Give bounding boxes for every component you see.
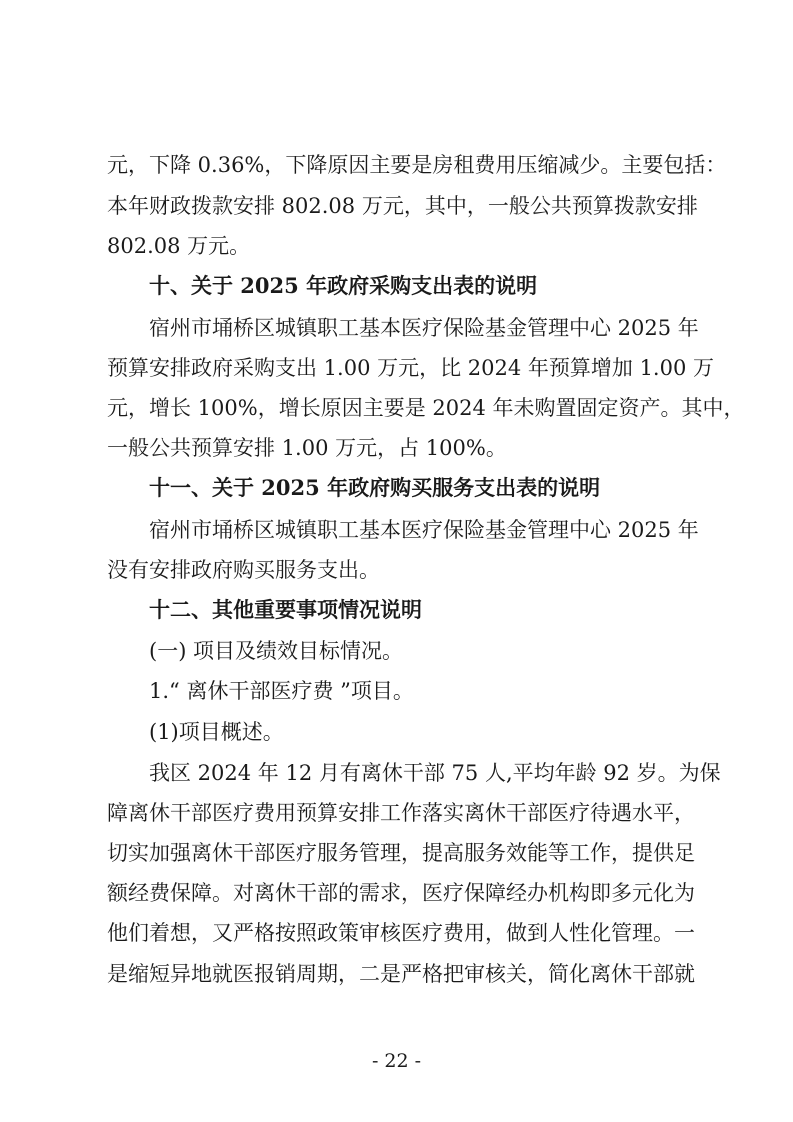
- project-title: 1.“ 离休干部医疗费 ”项目。: [149, 679, 414, 703]
- item-heading: (1)项目概述。: [149, 720, 284, 744]
- body-line-20: 他们着想，又严格按照政策审核医疗费用，做到人性化管理。一: [107, 921, 695, 945]
- body-line-7: 元，增长 100%，增长原因主要是 2024 年未购置固定资产。其中，: [107, 396, 745, 420]
- body-line-21: 是缩短异地就医报销周期，二是严格把审核关，简化离休干部就: [107, 962, 695, 986]
- body-line-11: 没有安排政府购买服务支出。: [107, 558, 380, 582]
- section-heading-10: 十、关于 2025 年政府采购支出表的说明: [149, 273, 538, 298]
- body-line-8: 一般公共预算安排 1.00 万元，占 100%。: [107, 436, 507, 460]
- body-line-6: 预算安排政府采购支出 1.00 万元，比 2024 年预算增加 1.00 万: [107, 356, 715, 380]
- body-line-18: 切实加强离休干部医疗服务管理，提高服务效能等工作，提供足: [107, 841, 695, 865]
- body-line-19: 额经费保障。对离休干部的需求，医疗保障经办机构即多元化为: [107, 881, 695, 905]
- body-line-10: 宿州市埇桥区城镇职工基本医疗保险基金管理中心 2025 年: [149, 518, 699, 542]
- body-line-17: 障离休干部医疗费用预算安排工作落实离休干部医疗待遇水平，: [107, 801, 695, 825]
- body-line-16: 我区 2024 年 12 月有离休干部 75 人,平均年龄 92 岁。为保: [149, 761, 721, 785]
- body-line-2: 本年财政拨款安排 802.08 万元，其中，一般公共预算拨款安排: [107, 194, 698, 218]
- page-number: - 22 -: [371, 1050, 422, 1072]
- subsection-heading: (一) 项目及绩效目标情况。: [149, 639, 404, 663]
- body-line-3: 802.08 万元。: [107, 234, 251, 258]
- section-heading-11: 十一、关于 2025 年政府购买服务支出表的说明: [149, 475, 601, 500]
- body-line-5: 宿州市埇桥区城镇职工基本医疗保险基金管理中心 2025 年: [149, 316, 699, 340]
- section-heading-12: 十二、其他重要事项情况说明: [149, 597, 422, 622]
- body-line-1: 元，下降 0.36%，下降原因主要是房租费用压缩减少。主要包括：: [107, 153, 727, 177]
